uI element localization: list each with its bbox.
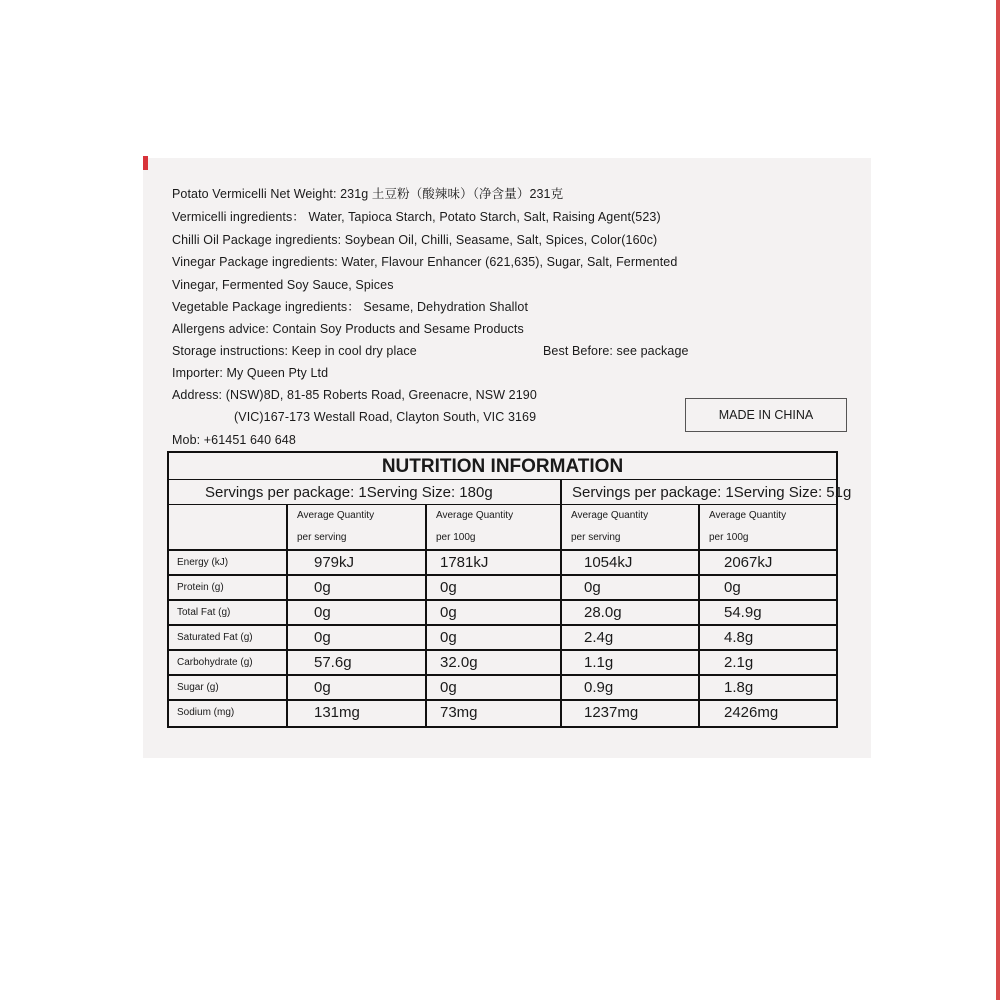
row-label-saturated-fat: Saturated Fat (g) [177,632,253,643]
servings-right: Servings per package: 1Serving Size: 51g [560,480,836,505]
address-nsw: Address: (NSW)8D, 81-85 Roberts Road, Greenacre, NSW 2190 [172,388,537,402]
table-cell: 0g [440,604,457,621]
product-name-weight: Potato Vermicelli Net Weight: 231g 土豆粉（酸辣味）（净含量）231克 [172,187,564,201]
table-cell: 1237mg [584,704,639,721]
column-header-line: Average Quantity [436,510,514,521]
address-vic: (VIC)167-173 Westall Road, Clayton South, VIC 3169 [234,410,537,424]
table-cell: 0g [314,679,331,696]
table-cell: 0.9g [584,679,614,696]
table-cell: 57.6g [314,654,352,671]
table-cell: 1.8g [724,679,754,696]
made-in-china-box [685,398,847,432]
divider-col1 [286,505,288,726]
row-divider [169,599,836,601]
table-cell: 2.1g [724,654,754,671]
column-header-line: Average Quantity [297,510,375,521]
divider-col4 [698,505,700,726]
row-label-energy: Energy (kJ) [177,557,229,568]
red-corner-mark [143,156,148,170]
table-cell: 0g [724,579,741,596]
storage-instructions: Storage instructions: Keep in cool dry place [172,344,417,358]
nutrition-title: NUTRITION INFORMATION [169,453,836,480]
table-cell: 1781kJ [440,554,489,571]
table-cell: 2.4g [584,629,614,646]
row-divider [169,674,836,676]
made-in-label: MADE IN CHINA [718,408,814,422]
table-cell: 0g [314,579,331,596]
red-edge-strip [996,0,1000,1000]
column-header-line: Average Quantity [571,510,649,521]
table-cell: 0g [440,579,457,596]
row-label-total-fat: Total Fat (g) [177,607,231,618]
column-header [291,505,374,549]
table-cell: 979kJ [314,554,355,571]
row-label-sugar: Sugar (g) [177,682,219,693]
table-cell: 0g [584,579,601,596]
row-label-protein: Protein (g) [177,582,224,593]
vermicelli-ingredients: Vermicelli ingredients： Water, Tapioca Starch, Potato Starch, Salt, Raising Agent(523) [172,210,661,224]
table-cell: 0g [440,629,457,646]
table-cell: 1054kJ [584,554,633,571]
table-cell: 2067kJ [724,554,773,571]
table-cell: 131mg [314,704,360,721]
column-header-line: per 100g [436,532,476,543]
allergens-advice: Allergens advice: Contain Soy Products and Sesame Products [172,322,524,336]
row-divider [169,649,836,651]
table-cell: 54.9g [724,604,762,621]
divider-col2 [425,505,427,726]
row-label-carbohydrate: Carbohydrate (g) [177,657,253,668]
table-cell: 2426mg [724,704,779,721]
table-cell: 0g [314,604,331,621]
divider-servings [560,480,562,505]
column-header-line: Average Quantity [709,510,787,521]
table-cell: 1.1g [584,654,614,671]
servings-left: Servings per package: 1Serving Size: 180g [169,480,560,505]
row-divider [169,574,836,576]
table-cell: 0g [440,679,457,696]
table-cell: 4.8g [724,629,754,646]
row-label-sodium: Sodium (mg) [177,707,235,718]
nutrition-table [167,451,852,728]
column-header-line: per serving [297,532,347,543]
column-header [430,505,513,549]
vinegar-ingredients-cont: Vinegar, Fermented Soy Sauce, Spices [172,278,394,292]
vinegar-ingredients: Vinegar Package ingredients: Water, Flavour Enhancer (621,635), Sugar, Salt, Fermented [172,255,678,269]
vegetable-ingredients: Vegetable Package ingredients： Sesame, Dehydration Shallot [172,300,529,314]
table-cell: 0g [314,629,331,646]
table-cell: 28.0g [584,604,622,621]
mobile-number: Mob: +61451 640 648 [172,433,296,447]
column-header [703,505,786,549]
table-cell: 32.0g [440,654,478,671]
row-divider [169,624,836,626]
column-header-line: per serving [571,532,621,543]
column-header-line: per 100g [709,532,749,543]
row-divider [169,549,836,551]
divider-col3 [560,505,562,726]
row-divider [169,699,836,701]
chilli-oil-ingredients: Chilli Oil Package ingredients: Soybean Oil, Chilli, Seasame, Salt, Spices, Color(160c) [172,233,658,247]
column-header [565,505,648,549]
importer: Importer: My Queen Pty Ltd [172,366,329,380]
table-cell: 73mg [440,704,478,721]
best-before: Best Before: see package [543,344,689,358]
